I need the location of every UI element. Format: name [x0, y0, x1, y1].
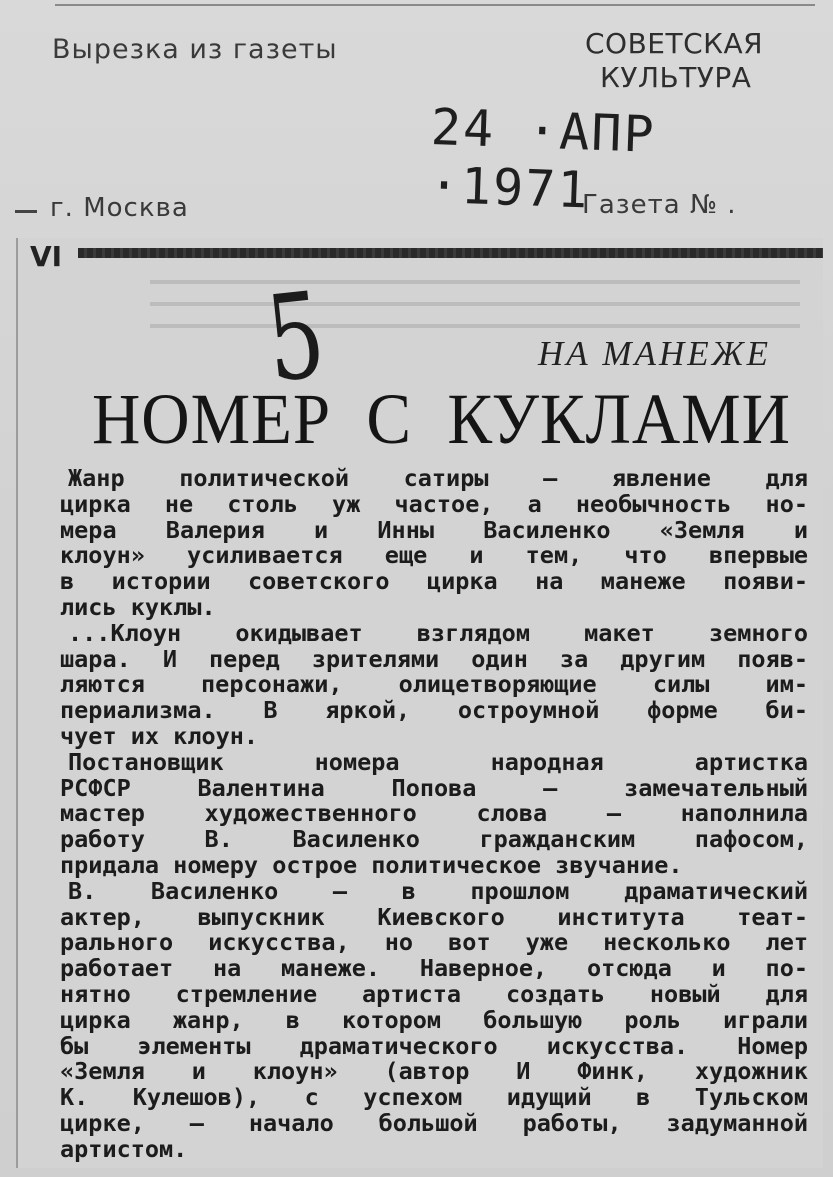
article-line: работает на манеже. Наверное, отсюда и по-	[60, 954, 808, 983]
article-line: мастер художественного слова — наполнила	[60, 799, 808, 828]
city-label: г. Москва	[50, 193, 189, 223]
newspaper-title-line1: СОВЕТСКАЯ	[585, 27, 764, 60]
date-stamp: 24 ·АПР ·1971	[427, 98, 657, 220]
article-line: актер, выпускник Киевского института теат-	[60, 902, 808, 931]
top-rule	[55, 4, 815, 6]
article-line: «Земля и клоун» (автор И Финк, художник	[60, 1057, 808, 1086]
article-kicker: НА МАНЕЖЕ	[538, 334, 772, 373]
article-line: Постановщик номера народная артистка	[68, 747, 808, 776]
article-body	[60, 466, 808, 1163]
article-line: клоун» усиливается еще и тем, что впервые	[60, 541, 808, 570]
newspaper-title-line2: КУЛЬТУРА	[600, 61, 752, 94]
article-line: мера Валерия и Инны Василенко «Земля и	[60, 515, 808, 544]
article-line: в истории советского цирка на манеже появи-	[60, 567, 808, 596]
article-line: цирка жанр, в котором большую роль играли	[60, 1005, 808, 1034]
clipping-label: Вырезка из газеты	[52, 34, 338, 65]
city-tick-mark	[15, 210, 37, 213]
article-line: В. Василенко — в прошлом драматический	[68, 876, 808, 905]
article-line: периализма. В яркой, остроумной форме би-	[60, 696, 808, 725]
article-line: К. Кулешов), с успехом идущий в Тульском	[60, 1083, 808, 1112]
article-line: лись куклы.	[60, 592, 216, 621]
newspaper-title	[585, 27, 795, 95]
gazeta-number-label: Газета № .	[582, 190, 737, 220]
article-line: РСФСР Валентина Попова — замечательный	[60, 773, 808, 802]
section-mark: VI	[30, 240, 63, 273]
handwritten-number: 5	[260, 265, 331, 409]
article-line: цирка не столь уж частое, а необычность но-	[60, 489, 808, 518]
article-line: шара. И перед зрителями один за другим появ-	[60, 644, 808, 673]
article-line: бы элементы драматического искусства. Номер	[60, 1031, 808, 1060]
article-line: Жанр политической сатиры — явление для	[68, 464, 808, 492]
article-line: ляются персонажи, олицетворяющие силы им-	[60, 670, 808, 699]
article-line: чует их клоун.	[60, 721, 259, 750]
article-line: придала номеру острое политическое звучание.	[60, 850, 683, 879]
article-line: артистом.	[60, 1134, 188, 1163]
article-line: рального искусства, но вот уже несколько лет	[60, 928, 808, 957]
article-line: работу В. Василенко гражданским пафосом,	[60, 825, 808, 854]
section-rule	[78, 248, 823, 258]
article-line: цирке, — начало большой работы, задуманной	[60, 1108, 808, 1137]
article-headline: НОМЕР С КУКЛАМИ	[92, 379, 791, 459]
article-line: нятно стремление артиста создать новый для	[60, 979, 808, 1008]
bleed-through-text	[150, 280, 800, 340]
article-line: ...Клоун окидывает взглядом макет земного	[68, 618, 808, 647]
